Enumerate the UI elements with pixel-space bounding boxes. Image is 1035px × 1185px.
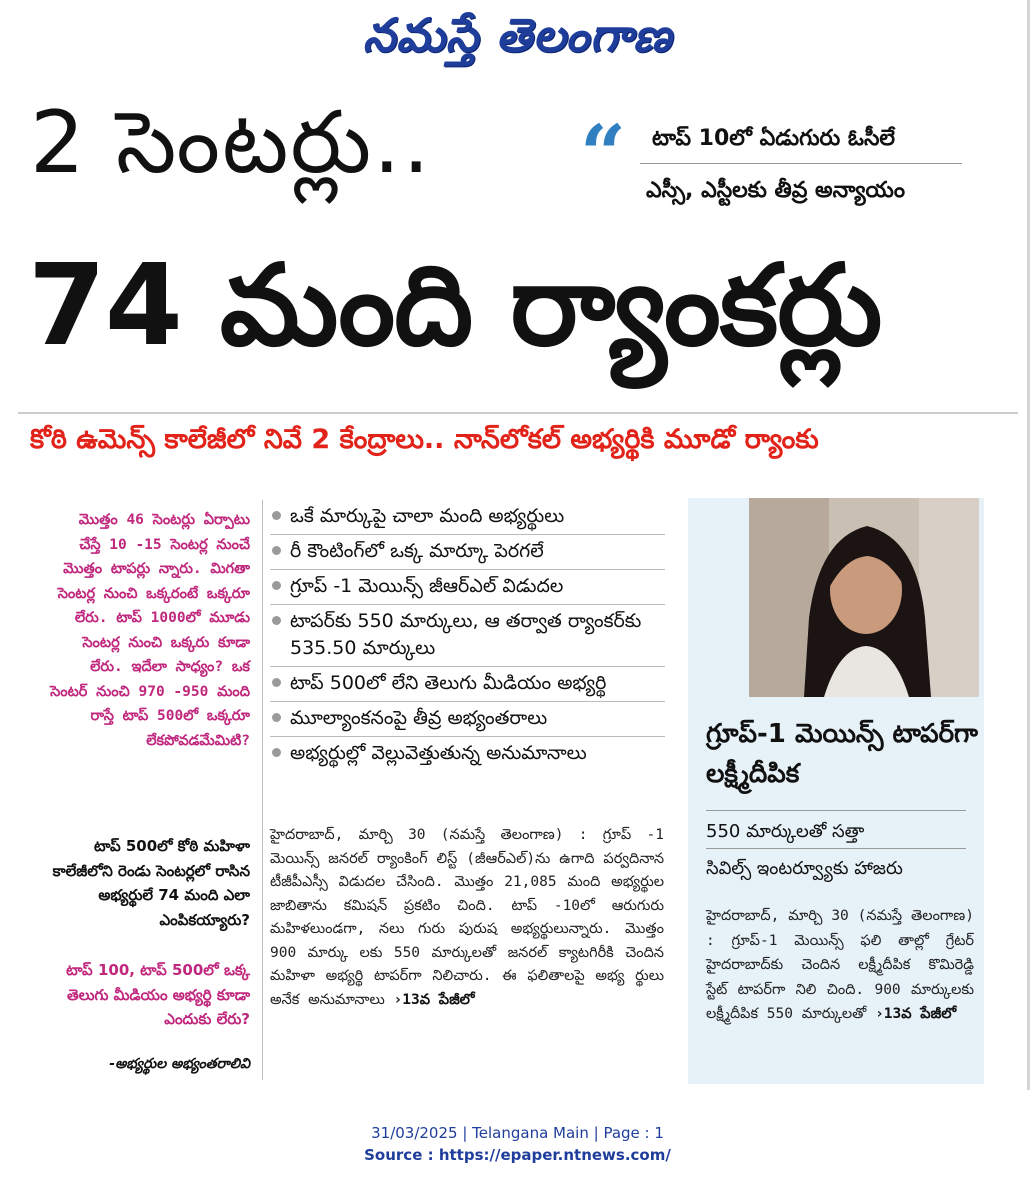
bullet-item <box>270 737 665 771</box>
sidebar-signature: -అభ్యర్థుల అభ్యంతరాలివి <box>109 1056 250 1072</box>
bullet-dot-icon <box>272 713 281 722</box>
footer-date-edition: 31/03/2025 | Telangana Main | Page : 1 <box>371 1124 664 1142</box>
subheadline: కోఠి ఉమెన్స్ కాలేజీలో నివే 2 కేంద్రాలు.. నాన్‌లోకల్ అభ్యర్థికి మూడో ర్యాంకు <box>30 424 819 455</box>
bullet-dot-icon <box>272 748 281 757</box>
bullet-list <box>270 500 665 771</box>
bullet-text: మూల్యాంకనంపై తీవ్ర అభ్యంతరాలు <box>290 707 548 729</box>
box-divider-1 <box>706 810 966 811</box>
box-subtitles <box>706 818 978 882</box>
headline-line-2: 74 మంది ర్యాంకర్లు <box>28 241 882 371</box>
sidebar-pink-text-2: టాప్ 100, టాప్ 500లో ఒక్క తెలుగు మీడియం అభ్యర్థి కూడా ఎందుకు లేరు? <box>66 961 250 1028</box>
bullet-text: అభ్యర్థుల్లో వెల్లువెత్తుతున్న అనుమానాలు <box>290 742 587 764</box>
bullet-dot-icon <box>272 678 281 687</box>
bullet-item <box>270 500 665 535</box>
kicker-divider <box>640 163 962 164</box>
box-story-continued-link[interactable]: ›13వ పేజీలో <box>875 1006 957 1022</box>
box-title: గ్రూప్-1 మెయిన్స్ టాపర్‌గా లక్ష్మీదీపిక <box>706 719 978 789</box>
main-story-body: హైదరాబాద్, మార్చి 30 (నమస్తే తెలంగాణ) : గ్రూప్ -1 మెయిన్స్ జనరల్ ర్యాంకింగ్ లిస్ట్ (జీఆర్‌ఎల్)ను ఉగాది పర్వదినాన టీజీపీఎస్సీ విడుదల చేసింది. మొత్తం 21,085 మంది అభ్యర్థుల జాబితాను కమిషన్ ప్రకటిం చింది. టాప్ -10లో ఆరుగురు మహిళలుండగా, నలు గురు పురుష అభ్యర్థులున్నారు. మొత్తం 900 మార్కు లకు 550 మార్కులతో జనరల్ క్యాటగిరీకి చెందిన మహిళా అభ్యర్థి టాపర్‌గా నిలిచారు. ఈ ఫలితాలపై అభ్య ర్థులు అనేక అనుమానాలు <box>270 827 664 1008</box>
box-subtitle-2: సివిల్స్ ఇంటర్వ్యూకు హాజరు <box>706 858 903 879</box>
bullet-text: రీ కౌంటింగ్‌లో ఒక్క మార్కూ పెరగలే <box>290 540 544 562</box>
kicker-line-1: టాప్ 10లో ఏడుగురు ఓసీలే <box>652 126 895 151</box>
bullet-item <box>270 702 665 737</box>
bullet-item <box>270 535 665 570</box>
main-story-continued-link[interactable]: ›13వ పేజీలో <box>393 991 475 1008</box>
box-story-body: హైదరాబాద్, మార్చి 30 (నమస్తే తెలంగాణ) : గ్రూప్-1 మెయిన్స్ ఫలి తాల్లో గ్రేటర్ హైదరాబాద్‌కు చెందిన లక్ష్మీదీపిక కొమిరెడ్డి స్టేట్ టాపర్‌గా నిలి చింది. 900 మార్కులకు లక్ష్మీదీపిక 550 మార్కులతో <box>706 908 974 1022</box>
bullet-item <box>270 667 665 702</box>
bullet-item <box>270 605 665 667</box>
bullet-text: టాప్ 500లో లేని తెలుగు మీడియం అభ్యర్థి <box>290 672 607 694</box>
kicker-line-2: ఎస్సీ, ఎస్టీలకు తీవ్ర అన్యాయం <box>646 178 905 203</box>
bullet-text: ఒకే మార్కుపై చాలా మంది అభ్యర్థులు <box>290 505 565 527</box>
sidebar-pink-text: మొత్తం 46 సెంటర్లు ఏర్పాటు చేస్తే 10 -15 సెంటర్ల నుంచే మొత్తం టాపర్లు న్నారు. మిగతా సెంటర్ల నుంచి ఒక్కరంటే ఒక్కరూ లేరు. టాప్ 1000లో మూడు సెంటర్ల నుంచి ఒక్కరు కూడా లేరు. ఇదేలా సాధ్యం? ఒక సెంటర్ నుంచి 970 -950 మంది రాస్తే టాప్ 500లో ఒక్కరూ లేకపోవడమేమిటి? <box>50 512 250 749</box>
main-story <box>270 824 664 1012</box>
bullet-text: టాపర్‌కు 550 మార్కులు, ఆ తర్వాత ర్యాంకర్‌కు 535.50 మార్కులు <box>290 610 642 659</box>
masthead-logo: నమస్తే తెలంగాణ <box>362 8 673 62</box>
topper-photo <box>749 498 979 697</box>
box-story <box>706 904 974 1027</box>
bullet-item <box>270 570 665 605</box>
footer-source[interactable]: Source : https://epaper.ntnews.com/ <box>364 1146 671 1164</box>
box-subtitle-1: 550 మార్కులతో సత్తా <box>706 821 865 842</box>
bullet-dot-icon <box>272 546 281 555</box>
headline-line-1: 2 సెంటర్లు.. <box>30 93 432 193</box>
portrait-image <box>749 498 979 697</box>
quote-mark-icon: “ <box>580 107 627 201</box>
bullet-dot-icon <box>272 511 281 520</box>
page-edge-bar <box>1027 0 1030 1090</box>
sidebar-black-text: టాప్ 500లో కోఠి మహిళా కాలేజీలోని రెండు సెంటర్లలో రాసిన అభ్యర్థులే 74 మంది ఎలా ఎంపికయ్యారు? <box>52 837 250 929</box>
headline-divider <box>18 412 1018 414</box>
bullet-dot-icon <box>272 581 281 590</box>
column-divider <box>262 500 263 1080</box>
bullet-dot-icon <box>272 616 281 625</box>
bullet-text: గ్రూప్ -1 మెయిన్స్ జీఆర్‌ఎల్ విడుదల <box>290 575 564 597</box>
box-divider-2 <box>706 848 966 849</box>
